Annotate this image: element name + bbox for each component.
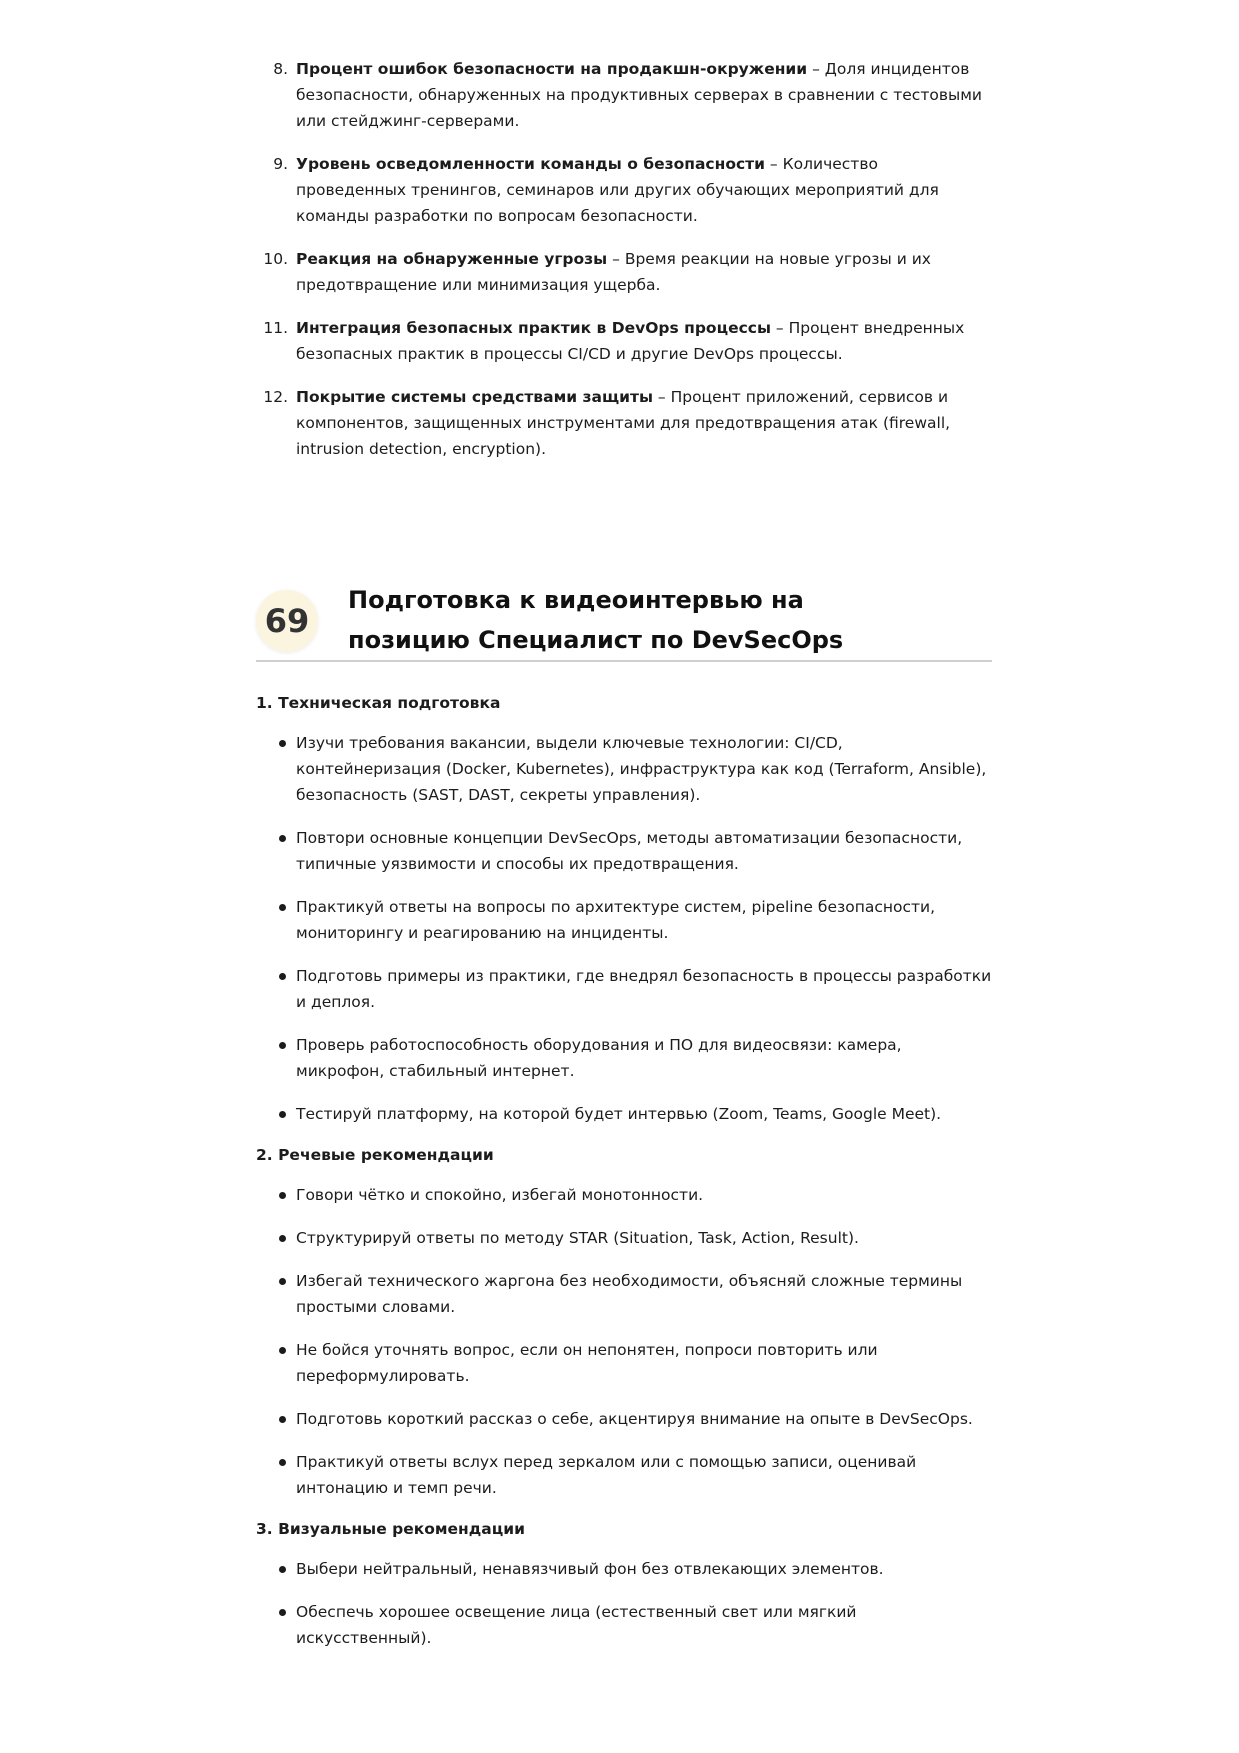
subsection-heading: 2. Речевые рекомендации: [256, 1146, 494, 1164]
bullet-icon: [279, 1111, 286, 1118]
bullet-icon: [279, 1566, 286, 1573]
item-title: Процент ошибок безопасности на продакшн-окружении: [296, 60, 808, 78]
bullet-icon: [279, 904, 286, 911]
bullet-icon: [279, 1459, 286, 1466]
item-title: Покрытие системы средствами защиты: [296, 388, 653, 406]
list-item: [256, 963, 992, 1015]
list-item: [256, 246, 992, 298]
item-description: – Доля инцидентов безопасности, обнаруженных на продуктивных серверах в сравнении с тестовыми или стейджинг-серверами.: [296, 60, 982, 130]
list-item: [256, 1268, 992, 1320]
bullet-icon: [279, 973, 286, 980]
bullet-icon: [279, 1192, 286, 1199]
subsection-heading: 1. Техническая подготовка: [256, 694, 501, 712]
item-text: Тестируй платформу, на которой будет интервью (Zoom, Teams, Google Meet).: [296, 1105, 942, 1123]
item-text: Изучи требования вакансии, выдели ключевые технологии: CI/CD, контейнеризация (Docker, Kubernetes), инфраструктура как код (Terraform, Ansible), безопасность (SAST, DAST, секреты управления).: [296, 734, 987, 804]
item-text: Повтори основные концепции DevSecOps, методы автоматизации безопасности, типичные уязвимости и способы их предотвращения.: [296, 829, 963, 873]
list-item: [256, 825, 992, 877]
bullet-icon: [279, 740, 286, 747]
list-item: [256, 1182, 992, 1208]
bullet-list: [256, 730, 992, 1127]
bullet-icon: [279, 1609, 286, 1616]
list-item: [256, 1599, 992, 1651]
section-header: [256, 580, 992, 662]
item-text: Обеспечь хорошее освещение лица (естественный свет или мягкий искусственный).: [296, 1603, 857, 1647]
metrics-list: [256, 56, 992, 462]
item-text: Проверь работоспособность оборудования и ПО для видеосвязи: камера, микрофон, стабильный интернет.: [296, 1036, 902, 1080]
list-item: [256, 894, 992, 946]
item-title: Интеграция безопасных практик в DevOps процессы: [296, 319, 771, 337]
bullet-icon: [279, 1042, 286, 1049]
list-item: [256, 1406, 992, 1432]
item-number: 9.: [273, 155, 288, 173]
item-text: Говори чётко и спокойно, избегай монотонности.: [296, 1186, 704, 1204]
item-text: Выбери нейтральный, ненавязчивый фон без отвлекающих элементов.: [296, 1560, 884, 1578]
bullet-icon: [279, 1235, 286, 1242]
document-page: [256, 56, 992, 1668]
item-description: – Время реакции на новые угрозы и их предотвращение или минимизация ущерба.: [296, 250, 931, 294]
list-item: [256, 1556, 992, 1582]
section-number-badge: 69: [256, 590, 318, 652]
item-title: Реакция на обнаруженные угрозы: [296, 250, 608, 268]
bullet-list: [256, 1182, 992, 1501]
list-item: [256, 730, 992, 808]
list-item: [256, 1337, 992, 1389]
item-title: Уровень осведомленности команды о безопасности: [296, 155, 765, 173]
list-item: [256, 315, 992, 367]
bullet-list: [256, 1556, 992, 1651]
item-number: 11.: [263, 319, 288, 337]
list-item: [256, 1101, 992, 1127]
item-text: Практикуй ответы вслух перед зеркалом или с помощью записи, оценивай интонацию и темп речи.: [296, 1453, 917, 1497]
item-description: – Процент внедренных безопасных практик в процессы CI/CD и другие DevOps процессы.: [296, 319, 965, 363]
list-item: [256, 1225, 992, 1251]
bullet-icon: [279, 1278, 286, 1285]
list-item: [256, 1032, 992, 1084]
item-text: Подготовь короткий рассказ о себе, акцентируя внимание на опыте в DevSecOps.: [296, 1410, 973, 1428]
section-title: Подготовка к видеоинтервью на позицию Специалист по DevSecOps: [348, 586, 844, 654]
bullet-icon: [279, 835, 286, 842]
list-item: [256, 56, 992, 134]
list-item: [256, 1449, 992, 1501]
list-item: [256, 384, 992, 462]
bullet-icon: [279, 1347, 286, 1354]
list-item: [256, 151, 992, 229]
item-text: Практикуй ответы на вопросы по архитектуре систем, pipeline безопасности, мониторингу и реагированию на инциденты.: [296, 898, 936, 942]
bullet-icon: [279, 1416, 286, 1423]
item-number: 8.: [273, 60, 288, 78]
item-text: Структурируй ответы по методу STAR (Situation, Task, Action, Result).: [296, 1229, 859, 1247]
item-text: Не бойся уточнять вопрос, если он непонятен, попроси повторить или переформулировать.: [296, 1341, 878, 1385]
item-text: Избегай технического жаргона без необходимости, объясняй сложные термины простыми словами.: [296, 1272, 963, 1316]
item-text: Подготовь примеры из практики, где внедрял безопасность в процессы разработки и деплоя.: [296, 967, 992, 1011]
item-number: 10.: [263, 250, 288, 268]
subsection-heading: 3. Визуальные рекомендации: [256, 1520, 525, 1538]
item-description: – Процент приложений, сервисов и компонентов, защищенных инструментами для предотвращения атак (firewall, intrusion detection, encryption).: [296, 388, 951, 458]
item-number: 12.: [263, 388, 288, 406]
item-description: – Количество проведенных тренингов, семинаров или других обучающих мероприятий для команды разработки по вопросам безопасности.: [296, 155, 939, 225]
